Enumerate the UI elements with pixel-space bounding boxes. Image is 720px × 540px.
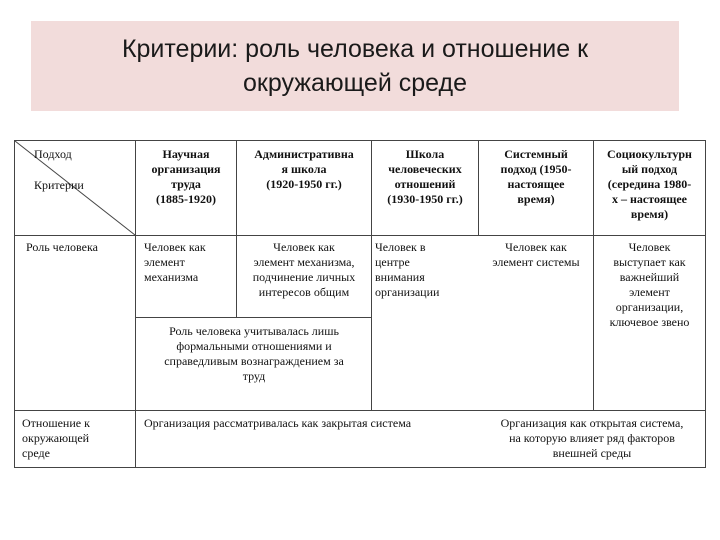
title-banner [31, 21, 679, 111]
title-line-1: Критерии: роль человека и отношение к [121, 35, 589, 63]
row-label-role: Роль человека [26, 240, 98, 254]
role-merged-note: Роль человека учитывалась лишь формальными отношениями и справедливым вознаграждением за труд [164, 324, 344, 383]
environment-open: Организация как открытая система, на которую влияет ряд факторов внешней среды [500, 416, 684, 460]
environment-closed: Организация рассматривалась как закрытая система [144, 416, 412, 430]
header-human-relations: Школа человеческих отношений (1930-1950 гг.) [387, 147, 463, 206]
header-sociocultural: Социокультурн ый подход (середина 1980- х – настоящее время) [607, 147, 692, 221]
header-scientific: Научная организация труда (1885-1920) [151, 147, 221, 206]
header-administrative: Административна я школа (1920-1950 гг.) [254, 147, 354, 191]
role-human-relations: Человек в центре внимания организации [375, 240, 440, 299]
corner-criteria: Критерии [34, 178, 84, 192]
row-label-environment: Отношение к окружающей среде [22, 416, 90, 460]
role-sociocultural: Человек выступает как важнейший элемент организации, ключевое звено [609, 240, 690, 329]
corner-approach: Подход [34, 147, 72, 161]
role-scientific: Человек как элемент механизма [144, 240, 206, 284]
role-systems: Человек как элемент системы [492, 240, 580, 269]
title-line-2: окружающей среде [243, 69, 467, 97]
role-administrative: Человек как элемент механизма, подчинение личных интересов общим [252, 240, 356, 299]
criteria-table [14, 140, 706, 468]
header-systems: Системный подход (1950- настоящее время) [500, 147, 572, 206]
